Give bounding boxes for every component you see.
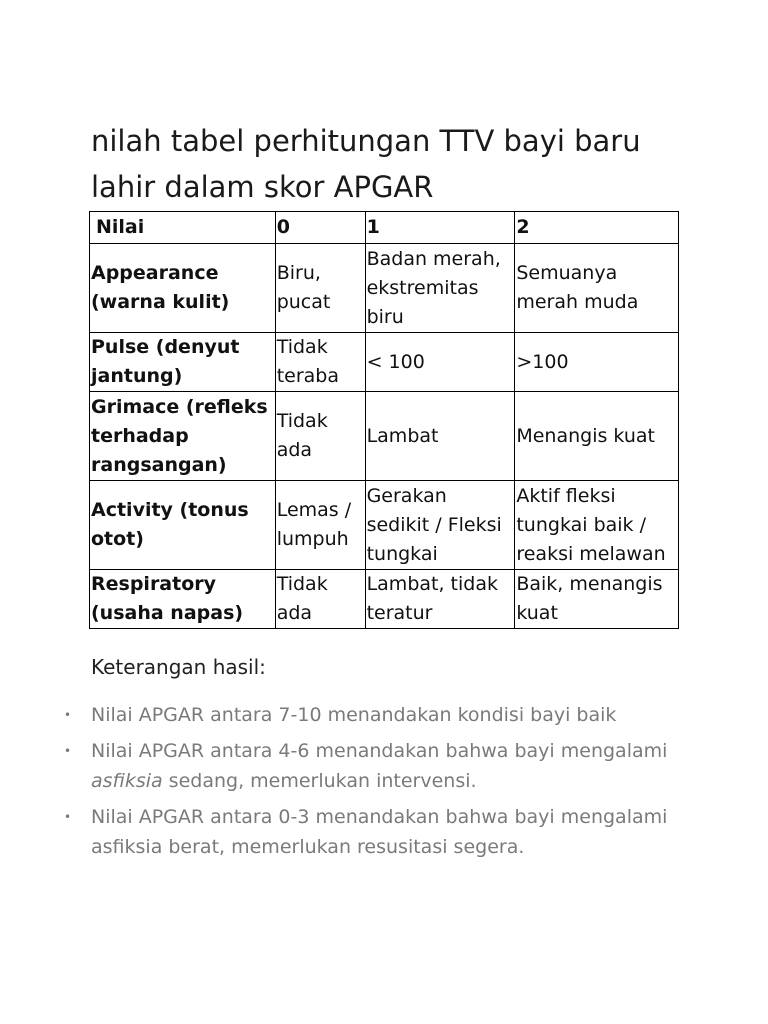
table-cell: >100 — [515, 333, 679, 392]
table-cell: Biru, pucat — [275, 244, 365, 333]
header-nilai: Nilai — [90, 212, 276, 244]
table-row — [90, 570, 679, 629]
table-cell: Gerakan sedikit / Fleksi tungkai — [365, 481, 515, 570]
list-item — [62, 700, 682, 730]
table-header-row — [90, 212, 679, 244]
table-cell: Lambat, tidak teratur — [365, 570, 515, 629]
table-cell: Menangis kuat — [515, 392, 679, 481]
apgar-table — [89, 211, 679, 629]
table-cell: Lambat — [365, 392, 515, 481]
note-text: sedang, memerlukan intervensi. — [162, 770, 477, 792]
row-label-grimace: Grimace (refleks terhadap rangsangan) — [90, 392, 276, 481]
header-score-2: 2 — [515, 212, 679, 244]
table-cell: Tidak ada — [275, 570, 365, 629]
row-label-pulse: Pulse (denyut jantung) — [90, 333, 276, 392]
table-cell: Aktif fleksi tungkai baik / reaksi melawan — [515, 481, 679, 570]
bullet-icon: • — [64, 744, 72, 758]
bullet-icon: • — [64, 810, 72, 824]
note-text: Nilai APGAR antara 7-10 menandakan kondisi bayi baik — [91, 704, 617, 726]
table-cell: Semuanya merah muda — [515, 244, 679, 333]
table-row — [90, 392, 679, 481]
table-cell: Tidak ada — [275, 392, 365, 481]
table-cell: Lemas / lumpuh — [275, 481, 365, 570]
table-cell: Badan merah, ekstremitas biru — [365, 244, 515, 333]
note-text: Nilai APGAR antara 0-3 menandakan bahwa bayi mengalami asfiksia berat, memerlukan resusitasi segera. — [91, 806, 668, 858]
note-text: Nilai APGAR antara 4-6 menandakan bahwa bayi mengalami — [91, 740, 668, 762]
list-item — [62, 802, 682, 862]
header-score-0: 0 — [275, 212, 365, 244]
note-italic-term: asfiksia — [91, 770, 163, 792]
table-cell: Baik, menangis kuat — [515, 570, 679, 629]
table-row — [90, 333, 679, 392]
table-cell: Tidak teraba — [275, 333, 365, 392]
row-label-respiratory: Respiratory (usaha napas) — [90, 570, 276, 629]
table-cell: < 100 — [365, 333, 515, 392]
list-item — [62, 736, 682, 796]
notes-heading: Keterangan hasil: — [91, 655, 266, 679]
table-row — [90, 244, 679, 333]
bullet-icon: • — [64, 708, 72, 722]
notes-list — [62, 700, 682, 868]
table-row — [90, 481, 679, 570]
row-label-activity: Activity (tonus otot) — [90, 481, 276, 570]
page-title: nilah tabel perhitungan TTV bayi baru lahir dalam skor APGAR — [91, 124, 641, 204]
row-label-appearance: Appearance (warna kulit) — [90, 244, 276, 333]
header-score-1: 1 — [365, 212, 515, 244]
